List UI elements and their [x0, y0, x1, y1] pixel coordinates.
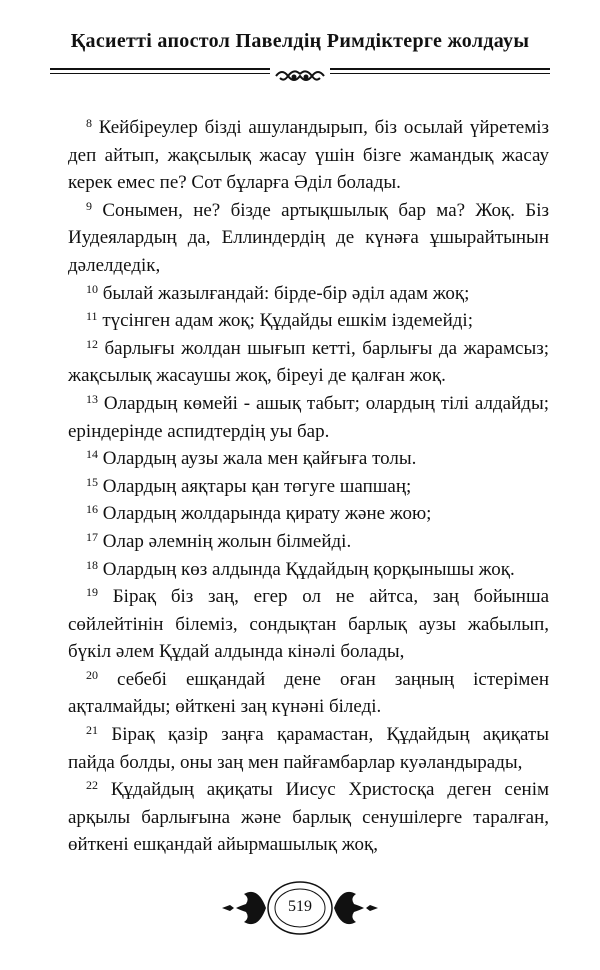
- verse-text: Олардың көз алдында Құдайдың қорқынышы жоқ.: [102, 558, 515, 580]
- verse-number: 17: [86, 529, 98, 544]
- verse-number: 9: [86, 198, 92, 213]
- verse: [68, 335, 549, 390]
- verse: [68, 114, 549, 197]
- verse-text: Олар әлемнің жолын білмейді.: [102, 530, 352, 552]
- verse: [68, 556, 549, 584]
- ornament-icon: [270, 66, 330, 88]
- verse-text: Олардың аяқтары қан төгуге шапшаң;: [102, 475, 412, 497]
- verse: [68, 721, 549, 776]
- verse-number: 19: [86, 585, 98, 600]
- verse: [68, 390, 549, 445]
- verse-number: 15: [86, 474, 98, 489]
- verse-text: Олардың жолдарында қирату және жою;: [102, 503, 432, 525]
- verse-number: 8: [86, 116, 92, 130]
- verse: [68, 445, 549, 473]
- verse-number: 14: [86, 447, 98, 462]
- verse-number: 11: [86, 309, 98, 324]
- verse-text: барлығы жолдан шығып кетті, барлығы да жарамсыз; жақсылық жасаушы жоқ, біреуі де қалған жоқ.: [68, 337, 549, 387]
- verse-text: түсінген адам жоқ; Құдайды ешкім іздемейді;: [102, 310, 473, 332]
- verse: [68, 280, 549, 308]
- verse: [68, 500, 549, 528]
- verse: [68, 528, 549, 556]
- verse: [68, 473, 549, 501]
- verse-number: 22: [86, 778, 98, 793]
- verse-text: Олардың аузы жала мен қайғыға толы.: [102, 448, 417, 470]
- verse-number: 12: [86, 336, 98, 351]
- verse: [68, 776, 549, 859]
- verse-text: былай жазылғандай: бірде-бір әділ адам жоқ;: [102, 282, 470, 304]
- verse-number: 16: [86, 502, 98, 517]
- verse-text: Олардың көмейі - ашық табыт; олардың тілі алдайды; еріндерінде аспидтердің уы бар.: [68, 392, 549, 442]
- verse-text: Сонымен, не? бізде артықшылық бар ма? Жоқ. Біз Иудеялардың да, Еллиндердің де күнәға ұшырайтынын дәлелдедік,: [68, 199, 549, 276]
- verse: [68, 307, 549, 335]
- verse-text: Бірақ біз заң, егер ол не айтса, заң бойынша сөйлейтінін білеміз, сондықтан барлық аузы жабылып, бүкіл әлем Құдай алдында кінәлі болады,: [68, 586, 550, 663]
- verse-text: Құдайдың ақиқаты Иисус Христосқа деген сенім арқылы барлығына және барлық сенушілерге таралған, өйткені ешқандай айырмашылық жоқ,: [68, 779, 549, 856]
- verse-number: 20: [86, 667, 98, 682]
- verse-number: 18: [86, 557, 98, 572]
- verse: [68, 583, 549, 666]
- page-number: 519: [288, 898, 312, 915]
- running-header: Қасиетті апостол Павелдің Римдіктерге жолдауы: [70, 30, 530, 52]
- page-body: [68, 114, 549, 859]
- verse: [68, 666, 549, 721]
- verse-text: Бірақ қазір заңға қарамастан, Құдайдың ақиқаты пайда болды, оны заң мен пайғамбарлар куәландырады,: [68, 724, 550, 773]
- verse-number: 13: [86, 391, 98, 406]
- verse: [68, 197, 549, 280]
- verse-text: себебі ешқандай дене оған заңның істерімен ақталмайды; өйткені заң күнәні біледі.: [68, 668, 549, 718]
- verse-text: Кейбіреулер бізді ашуландырып, біз осылай үйретеміз деп айтып, жақсылық жасау үшін бізге жамандық жасау керек емес пе? Сот бұларға Әділ болады.: [68, 117, 550, 194]
- verse-number: 10: [86, 281, 98, 296]
- verse-number: 21: [86, 723, 98, 738]
